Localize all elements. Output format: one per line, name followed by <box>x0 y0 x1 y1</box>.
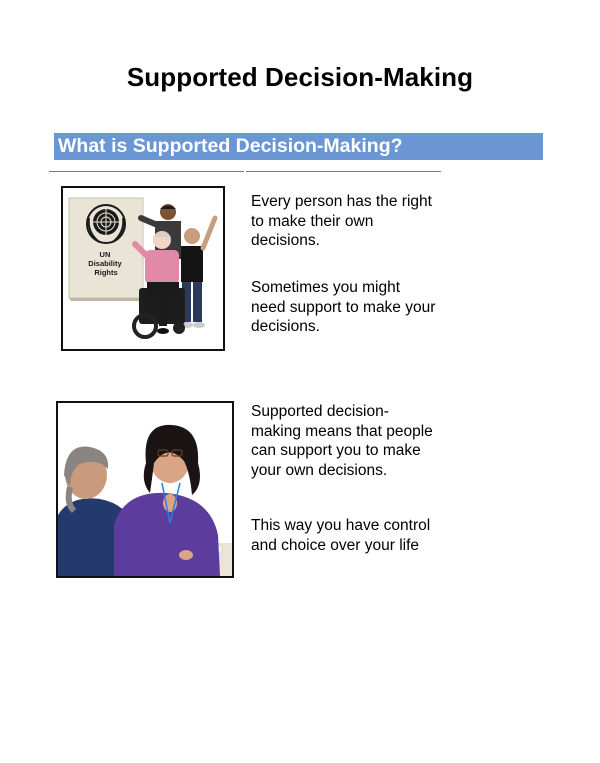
un-disability-rights-group-icon <box>61 186 225 351</box>
block-2-paragraph-1: Supported decision-making means that people can support you to make your own decisions. <box>251 403 433 479</box>
block-1-paragraph-2: Sometimes you might need support to make your decisions. <box>251 279 436 335</box>
section-heading: What is Supported Decision-Making? <box>58 135 403 157</box>
un-disability-rights-illustration <box>63 188 223 349</box>
sign-text: UN Disability Rights <box>88 250 122 277</box>
block-1-paragraph-1: Every person has the right to make their own decisions. <box>251 193 432 249</box>
page-title: Supported Decision-Making <box>126 62 474 92</box>
divider-left <box>49 171 244 172</box>
two-women-talking-icon <box>56 401 234 578</box>
block-2-paragraph-2: This way you have control and choice over your life <box>251 517 431 554</box>
divider-right <box>246 171 441 172</box>
section-heading-band <box>54 133 543 160</box>
two-women-talking-illustration <box>58 403 232 576</box>
